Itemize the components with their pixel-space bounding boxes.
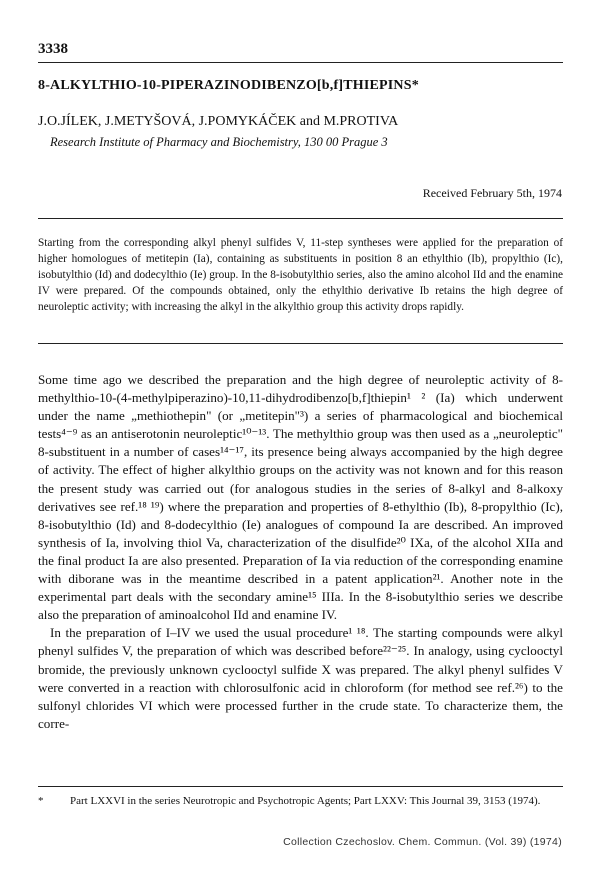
footnote-rule xyxy=(38,786,563,787)
body-paragraph-1: Some time ago we described the preparation and the high degree of neuroleptic activity of 8-methylthio-10-(4-methylpiperazino)-10,11-dihydrodibenzo[b,f]thiepin¹ ² (Ia) which underwent under the name „methiothepin" (or „metitepin"³) a series of pharmacological and biochemical tests⁴⁻⁹ as an antiserotonin neuroleptic¹⁰⁻¹³. The methylthio group was then used as a „neuroleptic" 8-substituent in a number of cases¹⁴⁻¹⁷, its presence being always accompanied by the high degree of activity. The effect of higher alkylthio groups on the activity was not known and for this reason the present study was carried out (for analogous studies in the series of 8-alkyl and 8-alkoxy derivatives see ref.¹⁸ ¹⁹) where the preparation and properties of 8-ethylthio (Ib), 8-propylthio (Ic), 8-isobutylthio (Id) and 8-dodecylthio (Ie) analogues of compound Ia are described. An improved synthesis of Ia, involving thiol Va, characterization of the disulfide²⁰ IXa, of the alcohol XIIa and the final product Ia are also presented. Preparation of Ia via reduction of the corresponding enamine with diborane was in the meantime described in a patent application²¹. Another note in the experimental part deals with the secondary amine¹⁵ IIIa. In the 8-isobutylthio series we describe also the preparation of aminoalcohol IId and enamine IV. xyxy=(38,372,563,623)
article-title: 8-ALKYLTHIO-10-PIPERAZINODIBENZO[b,f]THIEPINS* xyxy=(38,78,419,93)
abstract-text: Starting from the corresponding alkyl phenyl sulfides V, 11-step syntheses were applied for the preparation of higher homologues of metitepin (Ia), containing as substituents in position 8 an ethylthio (Ib), propylthio (Ic), isobutylthio (Id) and dodecylthio (Ie) group. In the 8-isobutylthio series, also the amino alcohol IId and the enamine IV were prepared. Of the compounds obtained, only the ethylthio derivative Ib retains the high degree of neuroleptic activity; with increasing the alkyl in the alkylthio group this activity drops rapidly. xyxy=(38,237,563,313)
abstract-top-rule xyxy=(38,218,563,219)
authors-line: J.O.JÍLEK, J.METYŠOVÁ, J.POMYKÁČEK and M.PROTIVA xyxy=(38,114,399,129)
header-rule xyxy=(38,62,563,63)
footnote-marker: * xyxy=(38,795,44,807)
body-text xyxy=(38,371,563,733)
received-date: Received February 5th, 1974 xyxy=(422,186,562,200)
footnote-text: Part LXXVI in the series Neurotropic and Psychotropic Agents; Part LXXV: This Journal 39, 3153 (1974). xyxy=(70,795,541,807)
footnote xyxy=(38,793,563,809)
journal-citation: Collection Czechoslov. Chem. Commun. (Vol. 39) (1974) xyxy=(283,836,562,848)
page-number: 3338 xyxy=(38,41,68,57)
affiliation-line: Research Institute of Pharmacy and Biochemistry, 130 00 Prague 3 xyxy=(50,135,388,149)
abstract-bottom-rule xyxy=(38,343,563,344)
body-paragraph-2: In the preparation of I–IV we used the usual procedure¹ ¹⁸. The starting compounds were alkyl phenyl sulfides V, the preparation of which was described before²²⁻²⁵. In analogy, using cyclooctyl bromide, the previously unknown cyclooctyl sulfide X was prepared. The alkyl phenyl sulfides V were converted in a reaction with chlorosulfonic acid in chloroform (for method see ref.²⁶) to the sulfonyl chlorides VI which were processed further in the crude state. To characterize them, the corre- xyxy=(38,625,563,731)
